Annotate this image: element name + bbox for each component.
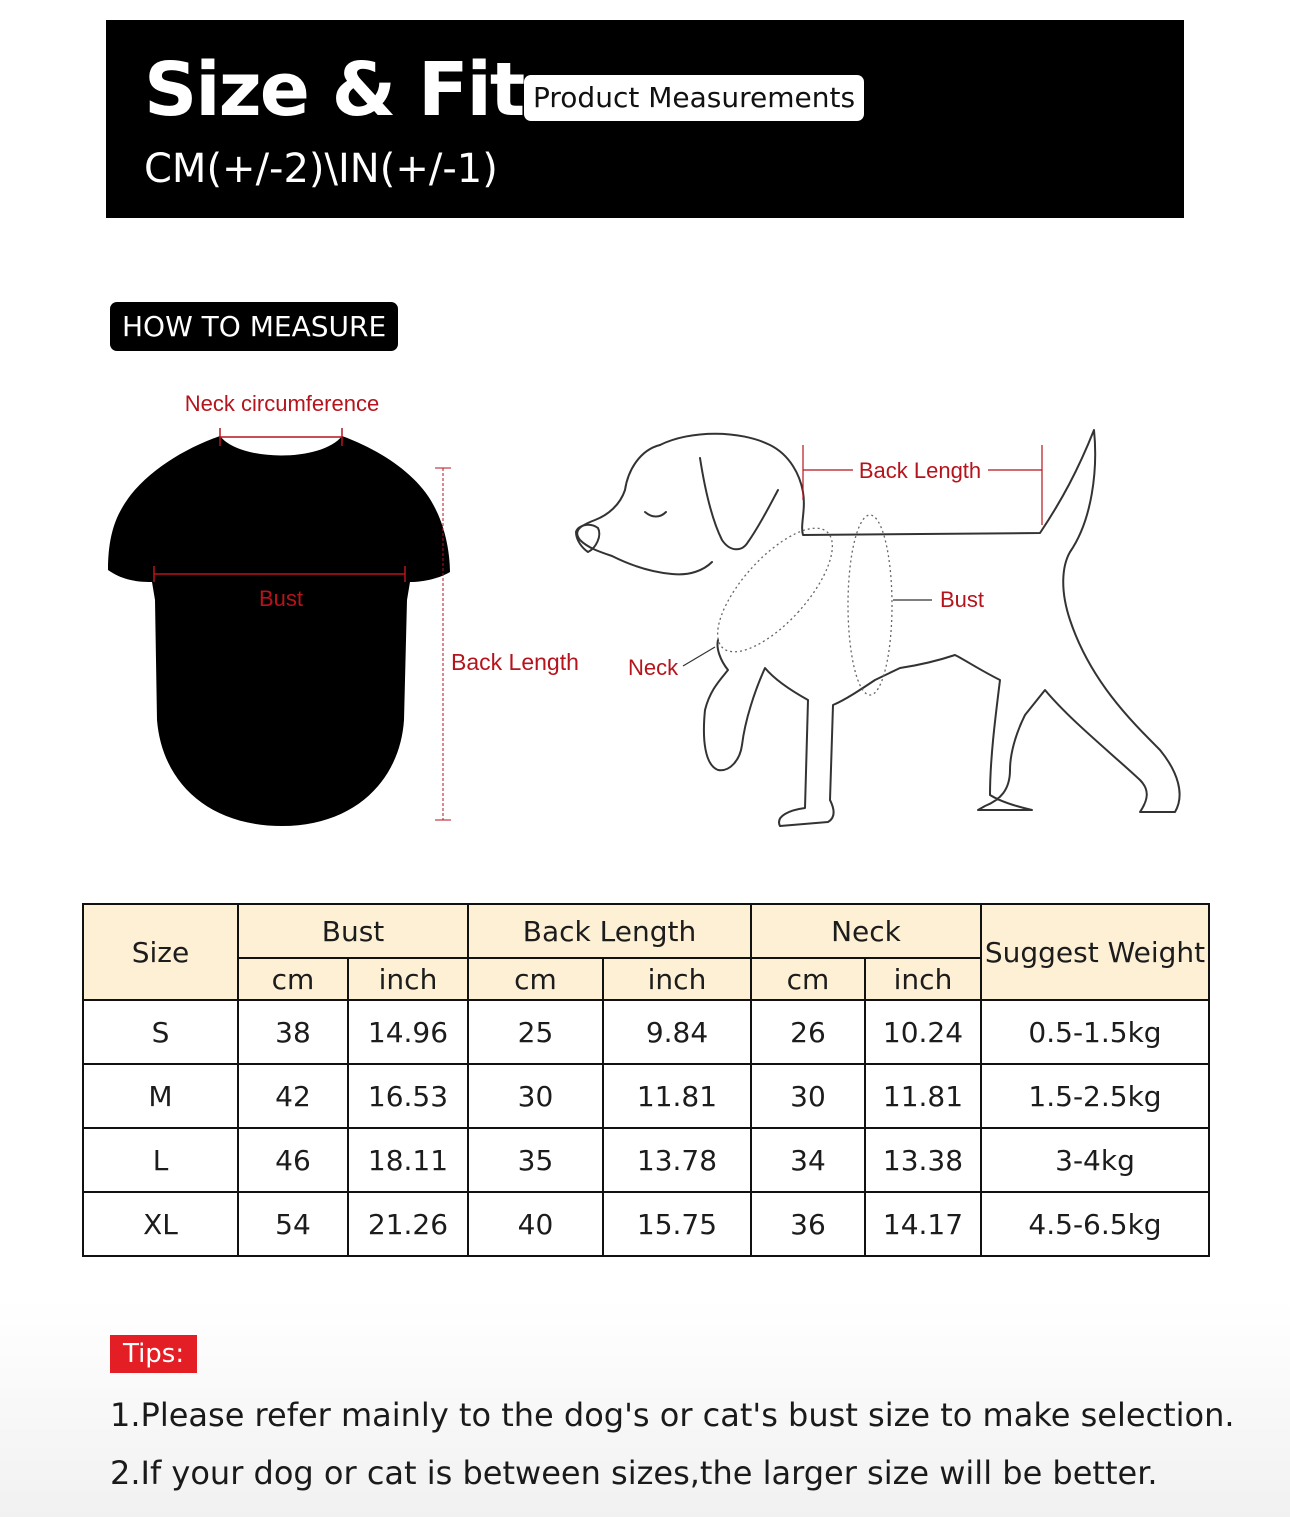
cell-neck-cm: 30 (751, 1064, 865, 1128)
header-bust: Bust (238, 904, 468, 958)
neck-circumference-label: Neck circumference (184, 391, 380, 416)
cell-back-length-cm: 40 (468, 1192, 603, 1256)
cell-neck-cm: 26 (751, 1000, 865, 1064)
cell-weight: 1.5-2.5kg (981, 1064, 1209, 1128)
cell-back-length-inch: 11.81 (603, 1064, 751, 1128)
dog-bust-label: Bust (940, 587, 985, 612)
cell-weight: 4.5-6.5kg (981, 1192, 1209, 1256)
header-size: Size (83, 904, 238, 1000)
cell-size: M (83, 1064, 238, 1128)
dog-back-length-label: Back Length (858, 458, 982, 483)
dog-back-length-measure (803, 445, 1042, 525)
cell-weight: 3-4kg (981, 1128, 1209, 1192)
cell-neck-cm: 36 (751, 1192, 865, 1256)
cell-bust-inch: 14.96 (348, 1000, 468, 1064)
cell-back-length-cm: 35 (468, 1128, 603, 1192)
cell-weight: 0.5-1.5kg (981, 1000, 1209, 1064)
header-unit-cm: cm (238, 958, 348, 1000)
table-row (83, 1000, 1209, 1064)
cell-neck-inch: 10.24 (865, 1000, 981, 1064)
tips-tag: Tips: (110, 1335, 197, 1373)
shirt-back-length-label: Back Length (451, 649, 579, 675)
shirt-neck-measure (220, 428, 342, 446)
tolerance-text: CM(+/-2)\IN(+/-1) (144, 146, 498, 192)
header-back-length: Back Length (468, 904, 751, 958)
dog-bust-loop (848, 515, 892, 695)
cell-size: L (83, 1128, 238, 1192)
cell-neck-inch: 13.38 (865, 1128, 981, 1192)
header-unit-cm: cm (468, 958, 603, 1000)
header-unit-inch: inch (865, 958, 981, 1000)
table-row (83, 1128, 1209, 1192)
cell-back-length-cm: 30 (468, 1064, 603, 1128)
cell-bust-inch: 16.53 (348, 1064, 468, 1128)
cell-neck-inch: 11.81 (865, 1064, 981, 1128)
size-chart-table (82, 903, 1210, 1257)
cell-back-length-inch: 9.84 (603, 1000, 751, 1064)
cell-bust-inch: 18.11 (348, 1128, 468, 1192)
cell-back-length-inch: 13.78 (603, 1128, 751, 1192)
shirt-illustration (108, 436, 450, 826)
cell-back-length-inch: 15.75 (603, 1192, 751, 1256)
table-row (83, 1192, 1209, 1256)
cell-back-length-cm: 25 (468, 1000, 603, 1064)
dog-neck-label: Neck (628, 655, 679, 680)
how-to-measure-tag: HOW TO MEASURE (110, 302, 398, 351)
header-unit-inch: inch (603, 958, 751, 1000)
header-suggest-weight: Suggest Weight (981, 904, 1209, 1000)
cell-size: S (83, 1000, 238, 1064)
cell-neck-inch: 14.17 (865, 1192, 981, 1256)
table-row (83, 1064, 1209, 1128)
cell-bust-cm: 46 (238, 1128, 348, 1192)
cell-neck-cm: 34 (751, 1128, 865, 1192)
dog-illustration (576, 430, 1180, 826)
tip-line-2: 2.If your dog or cat is between sizes,the larger size will be better. (110, 1454, 1158, 1492)
header-neck: Neck (751, 904, 981, 958)
cell-bust-cm: 38 (238, 1000, 348, 1064)
dog-neck-pointer (683, 647, 715, 666)
cell-bust-cm: 42 (238, 1064, 348, 1128)
header-unit-inch: inch (348, 958, 468, 1000)
shirt-bust-label: Bust (258, 586, 304, 611)
cell-size: XL (83, 1192, 238, 1256)
cell-bust-cm: 54 (238, 1192, 348, 1256)
cell-bust-inch: 21.26 (348, 1192, 468, 1256)
page-title: Size & Fit (144, 47, 524, 133)
tip-line-1: 1.Please refer mainly to the dog's or cat's bust size to make selection. (110, 1396, 1235, 1434)
product-measurements-badge: Product Measurements (524, 75, 864, 121)
header-unit-cm: cm (751, 958, 865, 1000)
